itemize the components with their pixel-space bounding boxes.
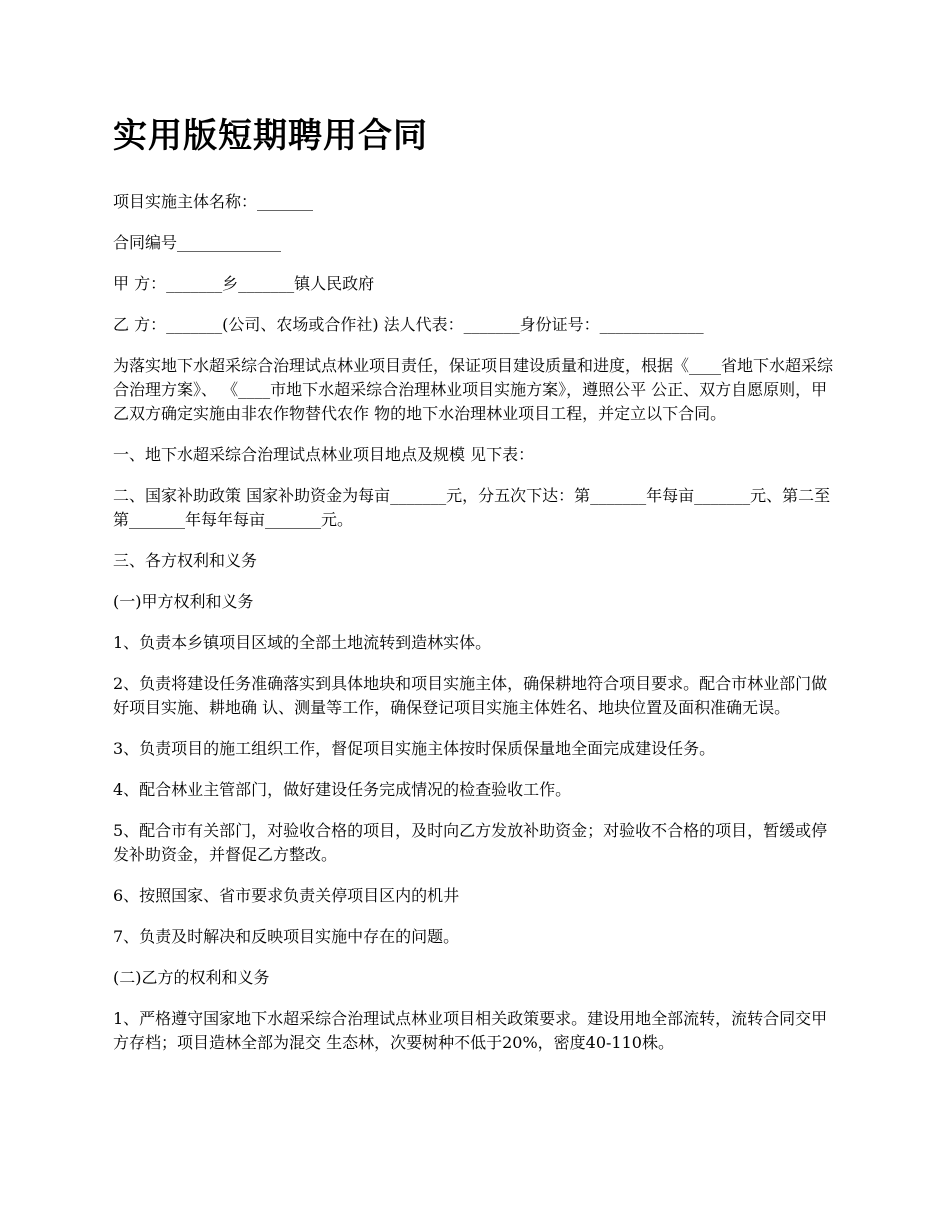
party-a-clause-6: 6、按照国家、省市要求负责关停项目区内的机井 [113,886,460,905]
document-title: 实用版短期聘用合同 [113,116,428,156]
section-3-heading: 三、各方权利和义务 [113,551,258,570]
party-b-rights-heading: (二)乙方的权利和义务 [113,968,270,987]
party-a-clause-4: 4、配合林业主管部门，做好建设任务完成情况的检查验收工作。 [113,780,572,799]
party-a-clause-1: 1、负责本乡镇项目区域的全部土地流转到造林实体。 [113,633,492,652]
party-a-clause-3: 3、负责项目的施工组织工作，督促项目实施主体按时保质保量地全面完成建设任务。 [113,739,716,758]
section-1-heading: 一、地下水超采综合治理试点林业项目地点及规模 见下表： [113,445,535,464]
implementing-entity-line: 项目实施主体名称：_______ [113,192,314,211]
party-b-clause-1: 1、严格遵守国家地下水超采综合治理试点林业项目相关政策要求。建设用地全部流转，流转合同交甲方存档；项目造林全部为混交 生态林，次要树种不低于20%，密度40-110株。 [113,1009,828,1052]
party-a-line: 甲 方：_______乡_______镇人民政府 [113,274,375,293]
contract-number-line: 合同编号_____________ [113,233,282,252]
party-a-clause-2: 2、负责将建设任务准确落实到具体地块和项目实施主体，确保耕地符合项目要求。配合市林业部门做好项目实施、耕地确 认、测量等工作，确保登记项目实施主体姓名、地块位置及面积准确无误。 [113,674,828,717]
section-2-paragraph: 二、国家补助政策 国家补助资金为每亩_______元，分五次下达：第_______年每亩_______元、第二至第_______年每年每亩_______元。 [113,486,831,529]
party-a-rights-heading: (一)甲方权利和义务 [113,592,254,611]
party-a-clause-5: 5、配合市有关部门，对验收合格的项目，及时向乙方发放补助资金；对验收不合格的项目，暂缓或停发补助资金，并督促乙方整改。 [113,821,828,864]
party-b-line: 乙 方：_______(公司、农场或合作社) 法人代表：_______身份证号：_____________ [113,315,704,334]
document-page [113,110,843,1072]
preamble-paragraph: 为落实地下水超采综合治理试点林业项目责任，保证项目建设质量和进度，根据《____省地下水超采综合治理方案》、 《____市地下水超采综合治理林业项目实施方案》，遵照公平 公正、双方自愿原则，甲乙双方确定实施由非农作物替代农作 物的地下水治理林业项目工程，并定立以下合同。 [113,356,834,423]
party-a-clause-7: 7、负责及时解决和反映项目实施中存在的问题。 [113,927,460,946]
